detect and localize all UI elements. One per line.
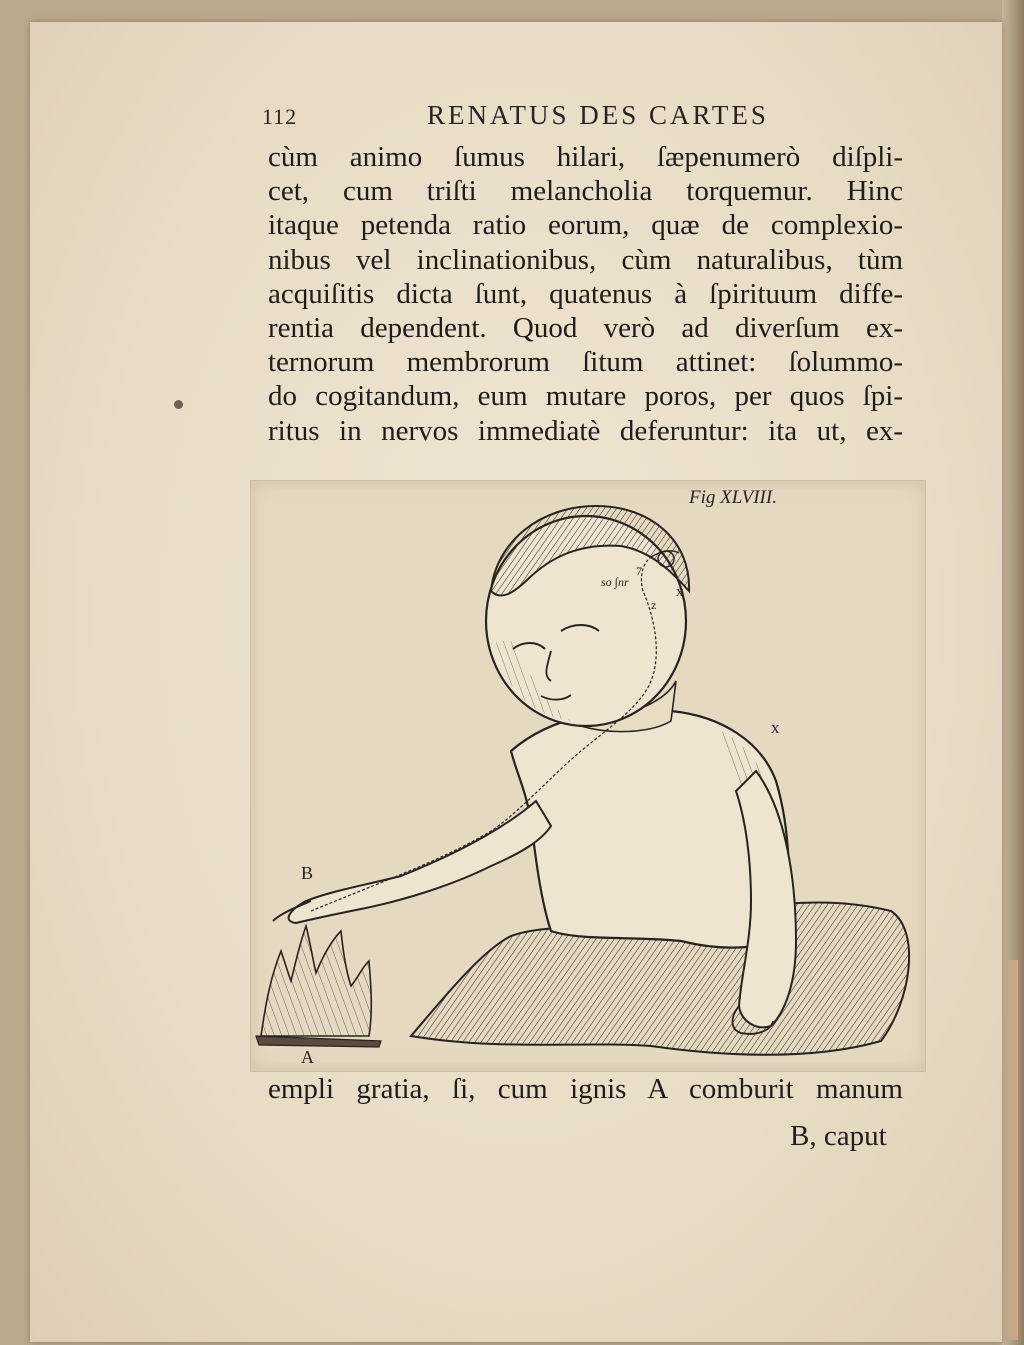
running-title: RENATUS DES CARTES bbox=[427, 100, 769, 130]
page-number: 112 bbox=[262, 104, 298, 129]
text-line: cet, cum triſti melancholia torquemur. Hinc bbox=[268, 175, 903, 208]
logs bbox=[256, 1036, 381, 1047]
fire bbox=[261, 926, 371, 1036]
engraving-illustration bbox=[251, 481, 925, 1071]
catchword: B, caput bbox=[790, 1120, 887, 1152]
extended-arm bbox=[289, 801, 551, 923]
spine-edge bbox=[1008, 960, 1018, 1340]
text-line: rentia dependent. Quod verò ad diverſum ex- bbox=[268, 312, 903, 345]
letter-a: A bbox=[301, 1047, 314, 1067]
body-text bbox=[268, 140, 903, 448]
text-line: itaque petenda ratio eorum, quæ de complexio- bbox=[268, 209, 903, 242]
letter-b: B bbox=[301, 863, 314, 883]
letter-z: z bbox=[651, 598, 657, 612]
letter-x-head: x bbox=[676, 584, 684, 600]
text-line: acquiſitis dicta ſunt, quatenus à ſpirituum diffe- bbox=[268, 277, 903, 310]
text-line: cùm animo ſumus hilari, ſæpenumerò diſpli- bbox=[268, 141, 903, 173]
letter-seven: 7 bbox=[636, 564, 642, 578]
text-line: ternorum membrorum ſitum attinet: ſolummo- bbox=[268, 346, 903, 379]
letter-x-shoulder: x bbox=[771, 718, 780, 737]
page-hole bbox=[174, 400, 183, 409]
running-head bbox=[262, 100, 902, 134]
engraving-plate bbox=[250, 480, 926, 1072]
text-line: do cogitandum, eum mutare poros, per quos ſpi- bbox=[268, 380, 903, 413]
head-annotation: so ∫nr bbox=[601, 575, 629, 589]
text-line: ritus in nervos immediatè deferuntur: ita ut, ex- bbox=[268, 414, 903, 447]
continuation-line: empli gratia, ſi, cum ignis A comburit manum bbox=[268, 1073, 903, 1105]
text-line: nibus vel inclinationibus, cùm naturalibus, tùm bbox=[268, 243, 903, 276]
book-spine bbox=[1002, 0, 1024, 1345]
figure-label: Fig XLVIII. bbox=[689, 487, 777, 508]
